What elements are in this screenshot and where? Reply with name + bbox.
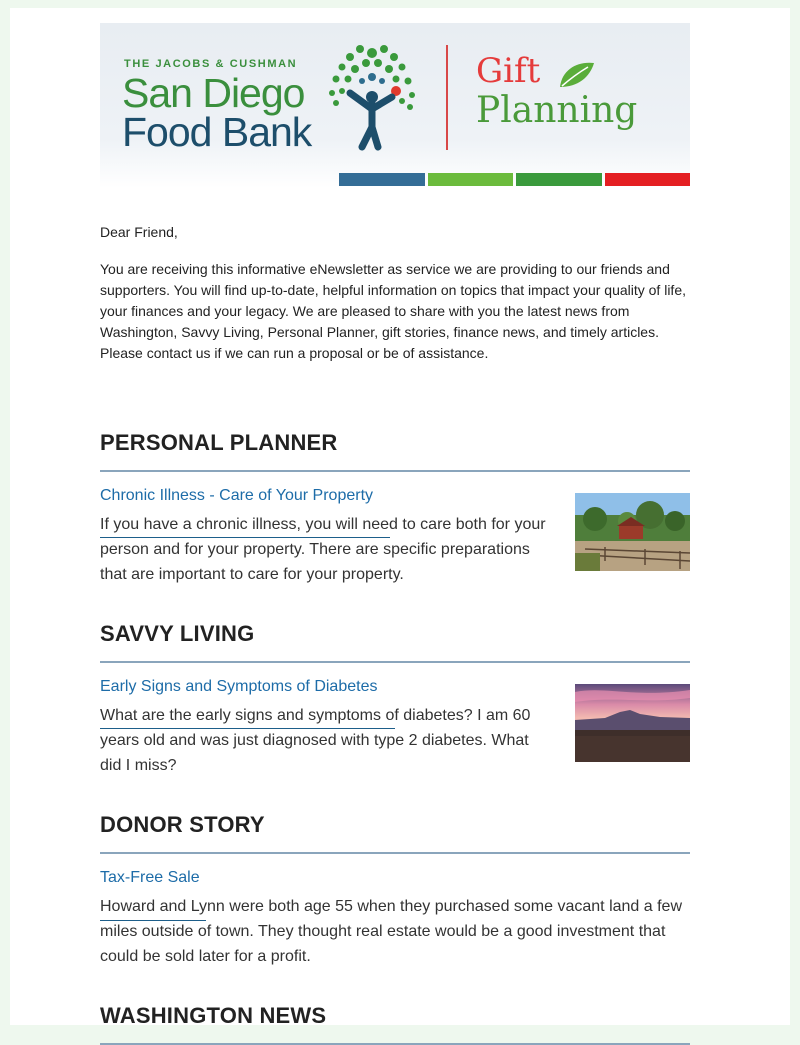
section-title-personal-planner: PERSONAL PLANNER xyxy=(100,430,338,455)
article-summary: What are the early signs and symptoms of diabetes? I am 60 years old and was just diagnosed with type 2 diabetes. What did I miss? xyxy=(100,707,531,774)
color-bars xyxy=(339,173,690,186)
intro-paragraph: You are receiving this informative eNewsletter as service we are providing to our friends and supporters. You will find up-to-date, helpful information on topics that impact your quality of life, your finances and your legacy. We are pleased to share with you the latest news from Washington, Savvy Living, Personal Planner, gift stories, finance news, and timely articles. Please contact us if we can run a proposal or be of assistance. xyxy=(100,261,686,361)
color-bar-lime xyxy=(428,173,514,186)
ranch-landscape-photo[interactable] xyxy=(575,493,690,571)
section-divider xyxy=(100,470,690,472)
leaf-icon xyxy=(556,59,596,91)
section-divider xyxy=(100,661,690,663)
color-bar-blue xyxy=(339,173,425,186)
gift-word: Gift xyxy=(476,51,541,91)
article-summary: Howard and Lynn were both age 55 when they purchased some vacant land a few miles outside of town. They thought real estate would be a good investment that could be sold later for a profit. xyxy=(100,898,682,965)
link-underline xyxy=(100,728,395,729)
section-title-donor-story: DONOR STORY xyxy=(100,812,265,837)
section-title-savvy-living: SAVVY LIVING xyxy=(100,621,255,646)
article-link-chronic-illness[interactable]: Chronic Illness - Care of Your Property xyxy=(100,487,374,504)
article-link-tax-free-sale[interactable]: Tax-Free Sale xyxy=(100,869,200,886)
header-banner[interactable] xyxy=(100,23,690,188)
link-underline xyxy=(100,537,390,538)
color-bar-red xyxy=(605,173,691,186)
article-diabetes xyxy=(100,677,690,778)
section-title-washington-news: WASHINGTON NEWS xyxy=(100,1003,327,1028)
header-divider xyxy=(446,45,448,150)
section-divider xyxy=(100,852,690,854)
org-name-small: THE JACOBS & CUSHMAN xyxy=(124,58,298,70)
planning-word: Planning xyxy=(476,90,638,131)
color-bar-green xyxy=(516,173,602,186)
org-name-line2: Food Bank xyxy=(122,109,312,155)
newsletter-content xyxy=(100,23,690,1045)
article-tax-free-sale xyxy=(100,868,690,969)
greeting: Dear Friend, xyxy=(100,224,178,240)
sunset-mountain-photo[interactable] xyxy=(575,684,690,762)
email-sheet xyxy=(10,8,790,1028)
org-name-line1: San Diego xyxy=(122,70,305,116)
article-summary: If you have a chronic illness, you will need to care both for your person and for your property. There are specific preparations that are important to care for your property. xyxy=(100,516,546,583)
article-link-diabetes[interactable]: Early Signs and Symptoms of Diabetes xyxy=(100,678,378,695)
tree-person-icon xyxy=(322,39,422,154)
article-chronic-illness xyxy=(100,486,690,587)
link-underline xyxy=(100,920,206,921)
